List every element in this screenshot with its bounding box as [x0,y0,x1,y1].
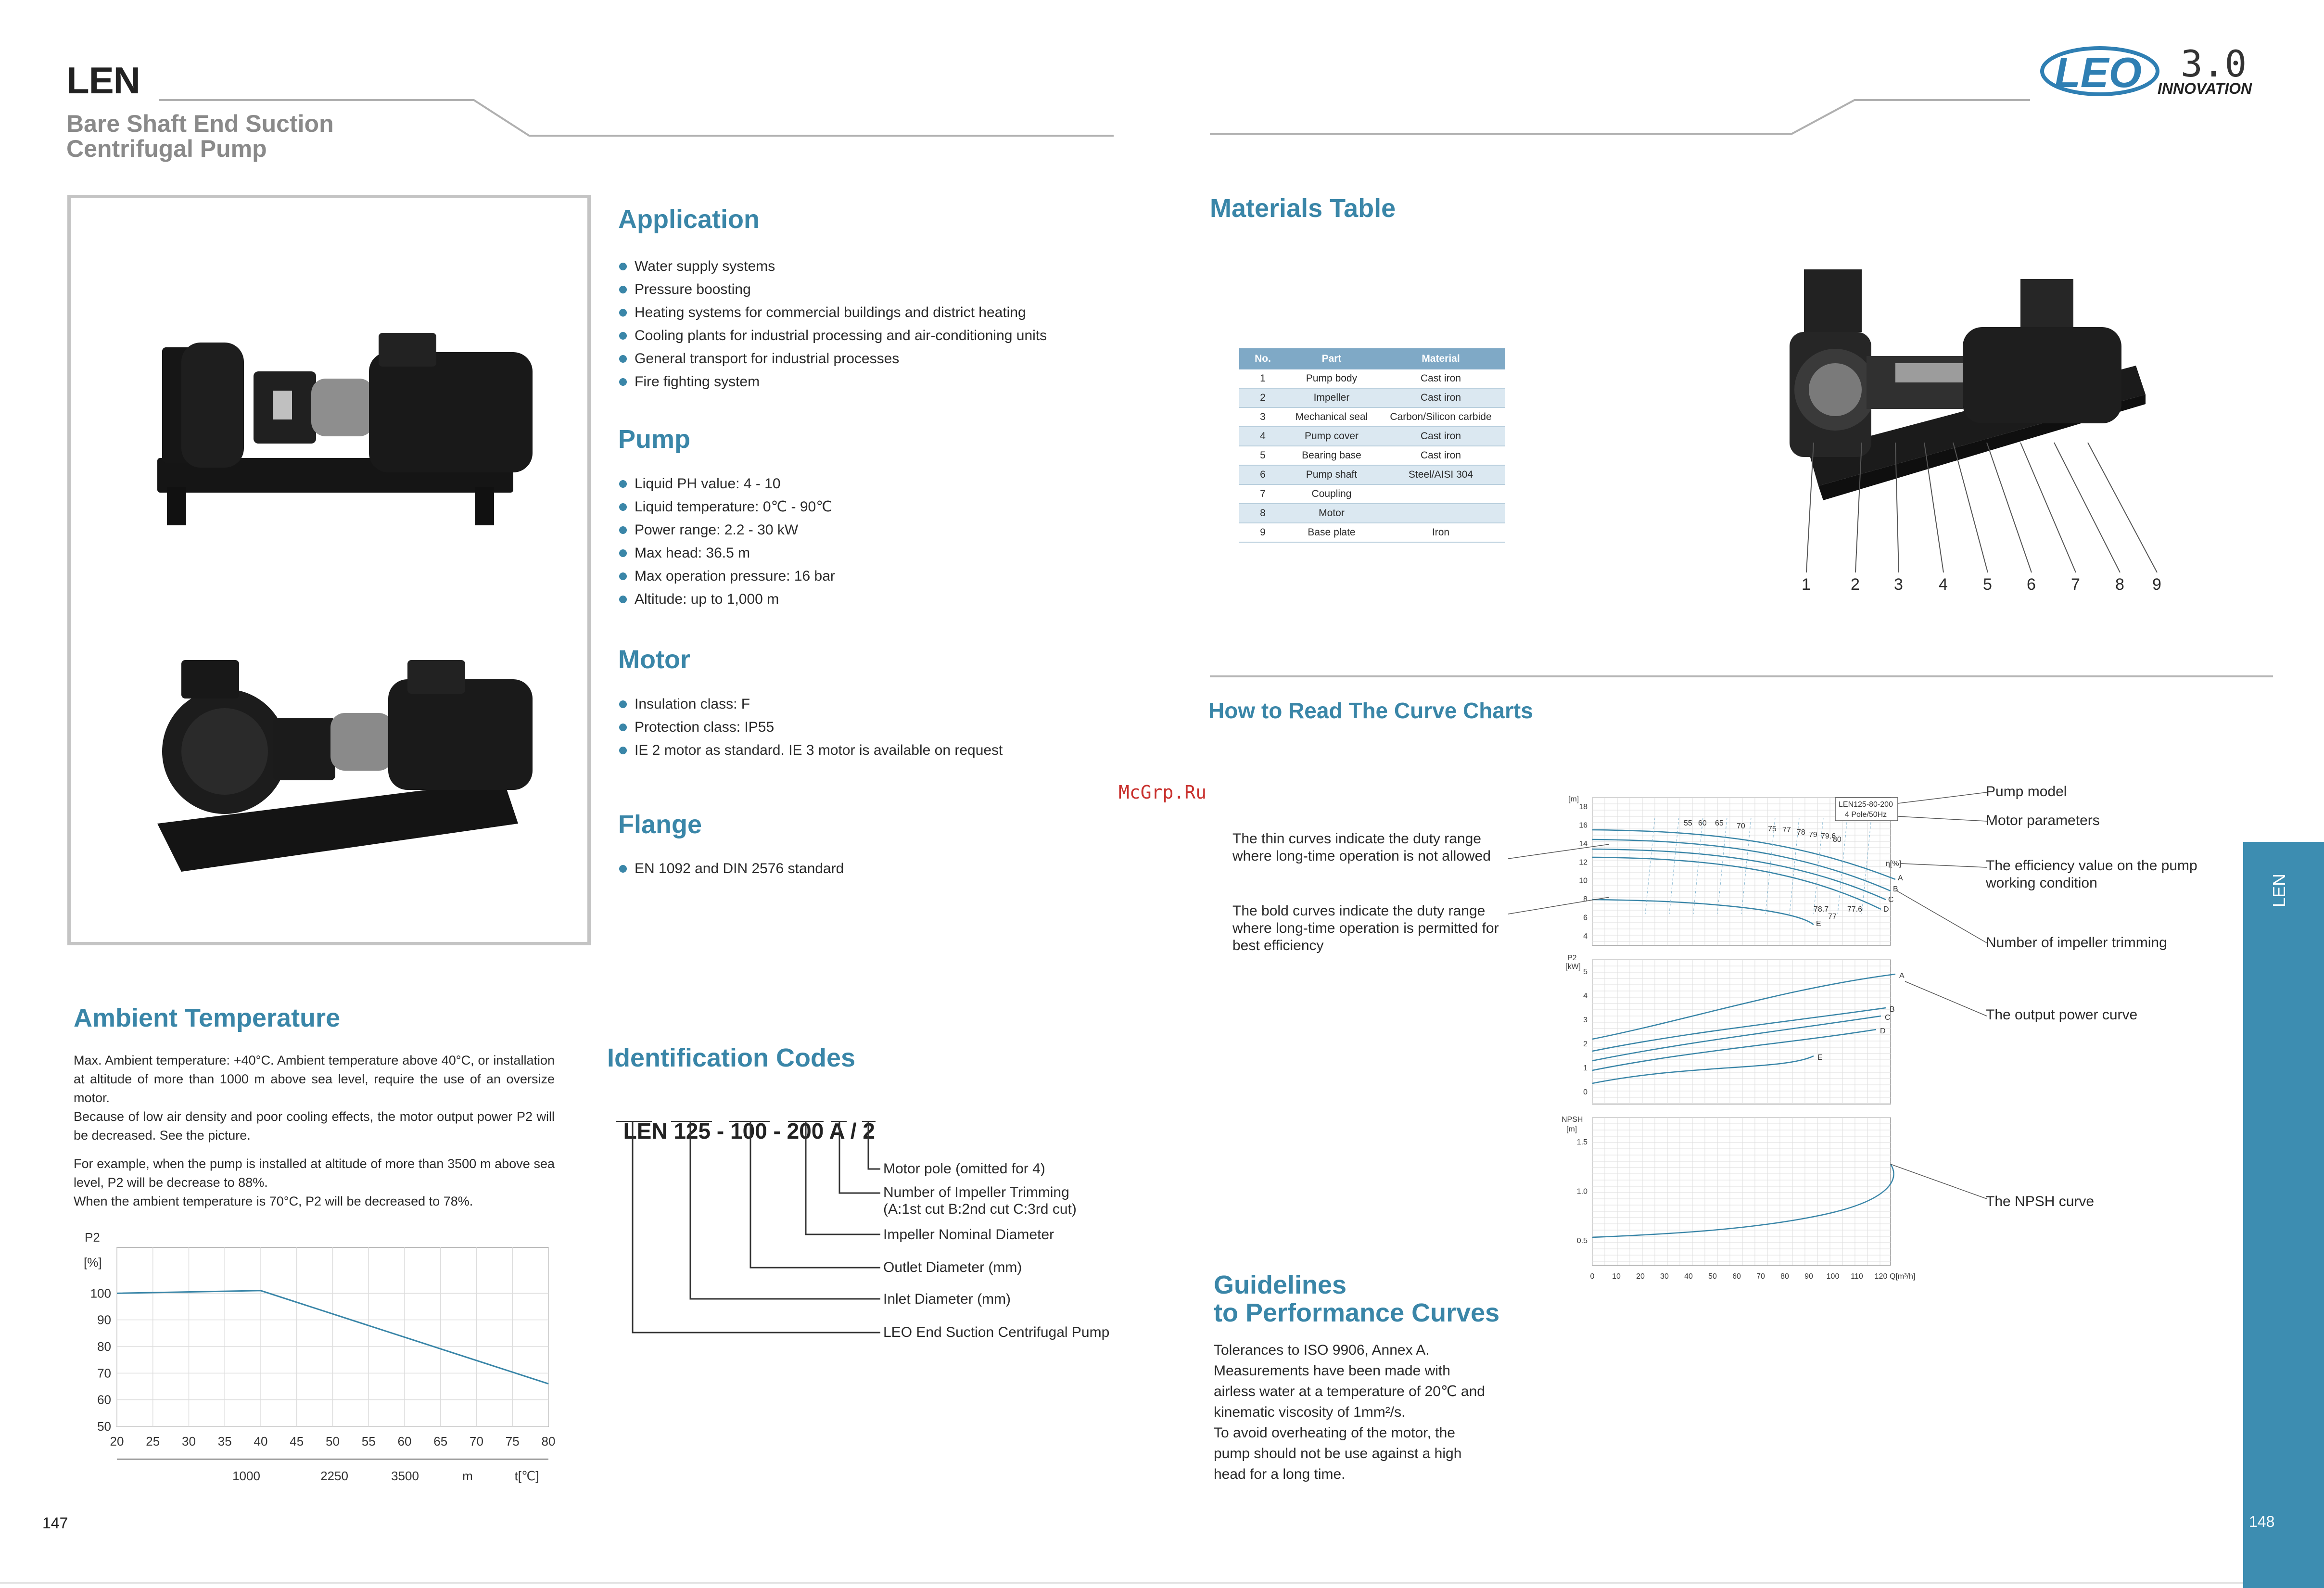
code-part: 2 [863,1118,875,1143]
ident-label: Outlet Diameter (mm) [883,1259,1022,1275]
code-part: - [773,1118,781,1143]
table-cell: Coupling [1286,484,1377,504]
footer-rule [0,1582,2243,1584]
table-cell: Carbon/Silicon carbide [1377,407,1505,427]
x-tick-label: 55 [361,1434,376,1448]
head-unit: [m] [1568,795,1579,803]
code-part: LEN [623,1118,668,1143]
q-tick-label: 0 [1590,1272,1595,1281]
head-curve [1592,900,1814,925]
y-tick-label: 10 [1579,877,1587,885]
left-callout-leaders [1506,837,1621,933]
subtitle-line-1: Bare Shaft End Suction [66,110,334,137]
y-tick-label: 14 [1579,839,1587,848]
guidelines-heading-2: to Performance Curves [1214,1298,1500,1327]
q-tick-label: 10 [1612,1272,1621,1281]
list-item: Heating systems for commercial buildings and district heating [617,301,1194,324]
npsh-unit-2: [m] [1566,1125,1577,1133]
table-cell: Base plate [1286,523,1377,542]
y-tick-label: 60 [97,1392,111,1407]
list-item: General transport for industrial processes [617,347,1194,370]
chart-ylabel: P2 [85,1230,100,1245]
table-row [1239,484,1505,504]
ambient-para-3: For example, when the pump is installed at altitude of more than 3500 m above sea level, P2 will be decrease to 88%. [74,1156,555,1190]
ambient-heading: Ambient Temperature [74,1004,341,1032]
part-leader-line [1806,443,1814,572]
code-part: A [829,1118,844,1143]
table-cell: 6 [1239,465,1286,484]
table-cell: Impeller [1286,388,1377,407]
table-cell: 9 [1239,523,1286,542]
efficiency-label: 79.6 [1821,832,1836,840]
brand-name: LEO [2055,49,2142,96]
list-item: Protection class: IP55 [617,716,1243,739]
panel-frame [1592,1118,1891,1265]
y-tick-label: 16 [1579,821,1587,830]
table-row [1239,388,1505,407]
table-cell: Cast iron [1377,446,1505,465]
q-tick-label: 120 [1874,1272,1888,1281]
trim-letter: E [1816,920,1821,928]
ambient-para-4: When the ambient temperature is 70°C, P2 will be decreased to 78%. [74,1194,473,1208]
q-tick-label: 90 [1804,1272,1813,1281]
x-tick-label: 40 [254,1434,268,1448]
code-part: / [850,1118,857,1143]
callout-thin-curves: The thin curves indicate the duty range where long-time operation is not allowed [1232,831,1491,864]
pump-photo-2 [157,660,533,872]
page-number-left: 147 [42,1514,68,1532]
q-tick-label: 60 [1732,1272,1741,1281]
efficiency-label: 80 [1833,836,1841,844]
model-title: LEN [66,59,140,102]
list-item: Altitude: up to 1,000 m [617,588,1194,611]
x-tick-label: 50 [326,1434,340,1448]
y-tick-label: 1 [1583,1064,1587,1072]
efficiency-label: 77.6 [1847,905,1863,914]
altitude-label: m [462,1469,473,1483]
part-leader-line [2088,443,2157,572]
y-tick-label: 18 [1579,803,1587,812]
ident-label: LEO End Suction Centrifugal Pump [883,1324,1110,1340]
q-tick-label: 20 [1636,1272,1645,1281]
trim-letter: B [1890,1005,1895,1014]
altitude-label: 2250 [320,1469,348,1483]
watermark: McGrp.Ru [1118,782,1207,803]
chart-ylabel-unit: [%] [84,1255,102,1270]
table-row [1239,369,1505,388]
pump-heading: Pump [618,425,691,454]
guideline-line: Measurements have been made with [1214,1363,1450,1379]
efficiency-iso-line [1717,818,1727,914]
table-cell [1377,484,1505,504]
code-part: 125 [673,1118,711,1143]
part-number-label: 9 [2152,575,2161,594]
efficiency-label: 79 [1809,831,1817,839]
code-part: 200 [787,1118,824,1143]
part-number-label: 3 [1894,575,1903,594]
application-list [617,255,1194,394]
ident-label: Motor pole (omitted for 4) [883,1161,1045,1177]
efficiency-label: 78 [1797,828,1805,837]
y-tick-label: 4 [1583,932,1587,940]
efficiency-iso-line [1862,818,1871,914]
power-curve [1592,1016,1881,1061]
q-tick-label: 30 [1660,1272,1669,1281]
efficiency-iso-line [1741,818,1751,914]
pump-photo-1 [157,333,533,525]
ident-leader-lines [606,1121,895,1347]
header-rule-left [0,0,1155,144]
pump-list [617,472,1194,611]
table-row [1239,523,1505,542]
list-item: Liquid temperature: 0℃ - 90℃ [617,495,1194,519]
callout-motor-params: Motor parameters [1986,813,2100,828]
x-tick-label: 25 [146,1434,160,1448]
callout-bold-curves: The bold curves indicate the duty range where long-time operation is permitted for best efficiency [1232,903,1499,953]
motor-heading: Motor [618,645,690,674]
materials-table [1239,348,1505,543]
y-tick-label: 70 [97,1366,111,1381]
ident-label: Number of Impeller Trimming [883,1184,1069,1200]
q-tick-label: 40 [1684,1272,1693,1281]
ident-label: Impeller Nominal Diameter [883,1227,1054,1243]
table-cell: Iron [1377,523,1505,542]
x-tick-label: 45 [290,1434,304,1448]
table-cell: Pump cover [1286,427,1377,446]
pump-cutaway-illustration [1751,260,2165,606]
table-cell: Mechanical seal [1286,407,1377,427]
trim-letter: C [1885,1014,1891,1022]
list-item: Power range: 2.2 - 30 kW [617,519,1194,542]
list-item: Fire fighting system [617,370,1194,394]
efficiency-label: 77 [1828,913,1837,921]
y-tick-label: 12 [1579,858,1587,867]
table-cell: 1 [1239,369,1286,388]
pump-photos [71,198,587,942]
y-tick-label: 1.5 [1576,1138,1587,1147]
y-tick-label: 2 [1583,1040,1587,1048]
trim-letter: E [1817,1054,1823,1062]
list-item: Insulation class: F [617,693,1243,716]
table-cell: 5 [1239,446,1286,465]
callout-trimming: Number of impeller trimming [1986,935,2167,951]
ident-heading: Identification Codes [607,1043,856,1072]
callout-power-curve: The output power curve [1986,1007,2138,1023]
efficiency-label: 75 [1768,825,1777,833]
product-photo-frame [67,195,591,945]
q-unit: Q[m³/h] [1890,1272,1916,1281]
application-heading: Application [618,205,760,234]
ambient-para-1: Max. Ambient temperature: +40°C. Ambient temperature above 40°C, or installation at altitude of more than 1000 m above sea level, require the use of an oversize motor. [74,1053,555,1105]
trim-letter: B [1893,885,1898,893]
efficiency-label: 60 [1698,819,1707,827]
y-tick-label: 5 [1583,968,1587,976]
table-cell: 3 [1239,407,1286,427]
x-tick-label: 80 [541,1434,556,1448]
materials-heading: Materials Table [1210,194,1396,223]
table-row [1239,407,1505,427]
efficiency-iso-line [1693,818,1703,914]
power-curve [1592,1029,1876,1070]
part-leader-line [1953,443,1988,572]
part-leader-line [2054,443,2120,572]
trim-letter: C [1888,896,1894,904]
ident-label: Inlet Diameter (mm) [883,1291,1011,1307]
x-tick-label: 20 [110,1434,124,1448]
page-number-right: 148 [2249,1513,2275,1530]
head-curve [1592,839,1891,891]
table-cell: 2 [1239,388,1286,407]
list-item: IE 2 motor as standard. IE 3 motor is available on request [617,739,1243,762]
part-leader-line [2020,443,2076,572]
efficiency-label: 77 [1782,826,1791,834]
part-leader-line [1987,443,2032,572]
x-tick-label: 70 [470,1434,483,1448]
table-cell: 8 [1239,504,1286,523]
part-number-label: 2 [1851,575,1860,594]
guideline-line: pump should not be use against a high [1214,1446,1462,1461]
y-tick-label: 3 [1583,1016,1587,1024]
subtitle-line-2: Centrifugal Pump [66,135,267,162]
guideline-line: kinematic viscosity of 1mm²/s. [1214,1404,1406,1420]
ident-label: (A:1st cut B:2nd cut C:3rd cut) [883,1201,1077,1217]
head-curve [1592,857,1881,909]
guideline-line: Tolerances to ISO 9906, Annex A. [1214,1342,1430,1358]
table-cell: Bearing base [1286,446,1377,465]
trim-letter: A [1899,972,1905,980]
ambient-text [74,1051,555,1211]
guideline-line: head for a long time. [1214,1466,1346,1482]
flange-list [617,857,1194,880]
efficiency-label: 70 [1737,822,1745,830]
table-row [1239,465,1505,484]
table-cell: Steel/AISI 304 [1377,465,1505,484]
part-number-label: 4 [1939,575,1948,594]
table-cell [1377,504,1505,523]
table-cell: Cast iron [1377,369,1505,388]
efficiency-label: 55 [1684,819,1692,827]
section-divider [1210,675,2273,677]
q-tick-label: 110 [1851,1272,1863,1281]
list-item: Liquid PH value: 4 - 10 [617,472,1194,495]
derating-chart [67,1224,577,1494]
y-tick-label: 1.0 [1576,1187,1587,1196]
side-tab-label: LEN [2269,873,2289,908]
y-tick-label: 4 [1583,992,1587,1000]
eff-unit: η[%] [1886,860,1902,868]
table-cell: Cast iron [1377,427,1505,446]
table-row [1239,504,1505,523]
efficiency-label: 78.7 [1814,905,1829,914]
side-tab [2243,842,2324,1588]
y-tick-label: 6 [1583,914,1587,922]
table-cell: Motor [1286,504,1377,523]
table-row [1239,446,1505,465]
table-cell: Pump body [1286,369,1377,388]
list-item: Cooling plants for industrial processing and air-conditioning units [617,324,1194,347]
list-item: Max head: 36.5 m [617,542,1194,565]
guidelines-text [1214,1340,1550,1485]
model-box-line-2: 4 Pole/50Hz [1845,811,1887,819]
temp-unit-label: t[℃] [514,1469,539,1483]
x-tick-label: 75 [505,1434,520,1448]
q-tick-label: 50 [1708,1272,1717,1281]
part-number-label: 6 [2027,575,2036,594]
guidelines-heading-1: Guidelines [1214,1270,1347,1299]
callout-npsh-curve: The NPSH curve [1986,1194,2095,1209]
q-tick-label: 80 [1780,1272,1789,1281]
brand-version: 3.0 [2181,42,2247,85]
guideline-line: airless water at a temperature of 20℃ and [1214,1384,1485,1399]
efficiency-label: 65 [1715,819,1724,827]
y-tick-label: 90 [97,1312,111,1327]
code-part: - [716,1118,724,1143]
flange-heading: Flange [618,810,702,839]
table-cell: Pump shaft [1286,465,1377,484]
power-unit-2: [kW] [1565,963,1581,971]
ambient-para-2: Because of low air density and poor cooling effects, the motor output power P2 will be decreased. See the picture. [74,1109,555,1143]
code-part: 100 [730,1118,767,1143]
x-tick-label: 60 [397,1434,412,1448]
trim-letter: A [1898,874,1903,882]
x-tick-label: 30 [182,1434,196,1448]
head-curve [1592,830,1895,879]
y-tick-label: 0.5 [1576,1236,1587,1245]
q-tick-label: 100 [1826,1272,1840,1281]
motor-list [617,693,1243,762]
table-cell: 7 [1239,484,1286,504]
list-item: EN 1092 and DIN 2576 standard [617,857,1194,880]
power-curve [1592,1056,1814,1083]
list-item: Pressure boosting [617,278,1194,301]
col-header: No. [1239,348,1286,369]
power-curve [1592,974,1895,1039]
y-tick-label: 50 [97,1419,111,1434]
col-header: Material [1377,348,1505,369]
curves-heading: How to Read The Curve Charts [1208,698,1533,723]
x-tick-label: 35 [217,1434,232,1448]
npsh-unit-1: NPSH [1562,1116,1583,1124]
callout-pump-model: Pump model [1986,784,2067,800]
y-tick-label: 0 [1583,1088,1587,1096]
table-cell: 4 [1239,427,1286,446]
col-header: Part [1286,348,1377,369]
callout-efficiency: The efficiency value on the pump working condition [1986,858,2197,891]
y-tick-label: 80 [97,1339,111,1354]
list-item: Water supply systems [617,255,1194,278]
table-header-row [1239,348,1505,369]
part-number-label: 8 [2115,575,2124,594]
table-row [1239,427,1505,446]
guideline-line: To avoid overheating of the motor, the [1214,1425,1455,1441]
trim-letter: D [1880,1027,1886,1035]
brand-logo [2037,42,2287,105]
part-number-label: 5 [1983,575,1992,594]
part-number-label: 7 [2071,575,2080,594]
altitude-label: 1000 [232,1469,260,1483]
brand-tag: INNOVATION [2158,80,2252,97]
table-cell: Cast iron [1377,388,1505,407]
list-item: Max operation pressure: 16 bar [617,565,1194,588]
efficiency-iso-line [1645,818,1655,914]
y-tick-label: 100 [90,1286,111,1301]
model-box-line-1: LEN125-80-200 [1839,800,1893,809]
npsh-curve [1592,1164,1894,1237]
altitude-label: 3500 [391,1469,419,1483]
y-tick-label: 8 [1583,895,1587,904]
part-number-label: 1 [1802,575,1811,594]
power-unit-1: P2 [1567,954,1577,962]
x-tick-label: 65 [433,1434,448,1448]
trim-letter: D [1883,905,1889,914]
q-tick-label: 70 [1756,1272,1765,1281]
